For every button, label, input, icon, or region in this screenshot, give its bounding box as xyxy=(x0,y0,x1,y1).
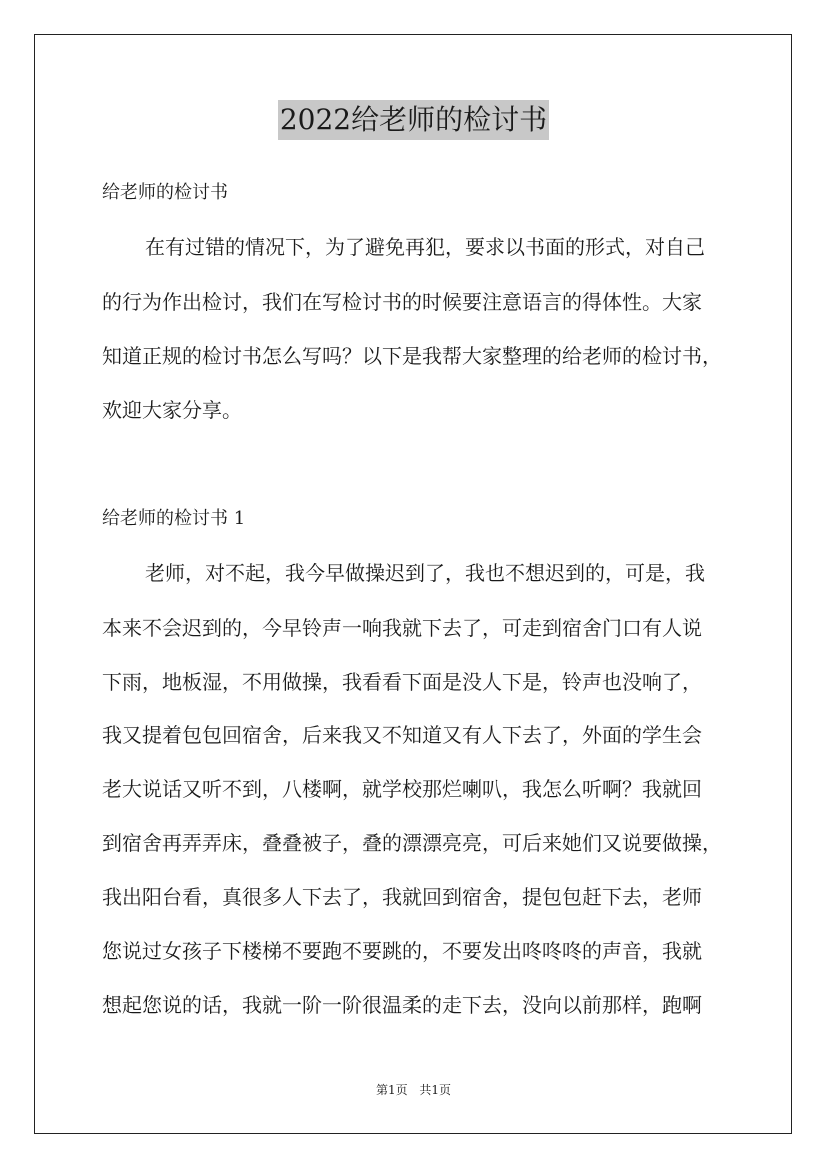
section-1-line: 想起您说的话，我就一阶一阶很温柔的走下去，没向以前那样，跑啊 xyxy=(102,993,702,1017)
section-1-heading: 给老师的检讨书 1 xyxy=(102,508,246,529)
section-1-line: 下雨，地板湿，不用做操，我看看下面是没人下是，铃声也没响了， xyxy=(102,670,702,694)
section-1-line: 到宿舍再弄弄床，叠叠被子，叠的漂漂亮亮，可后来她们又说要做操， xyxy=(102,831,722,855)
section-1-line: 您说过女孩子下楼梯不要跑不要跳的，不要发出咚咚咚的声音，我就 xyxy=(102,939,702,963)
section-1-line: 老师，对不起，我今早做操迟到了，我也不想迟到的，可是，我 xyxy=(145,561,705,585)
intro-heading: 给老师的检讨书 xyxy=(102,182,228,203)
intro-line: 知道正规的检讨书怎么写吗？以下是我帮大家整理的给老师的检讨书， xyxy=(102,344,722,368)
intro-line: 在有过错的情况下，为了避免再犯，要求以书面的形式，对自己 xyxy=(145,235,705,259)
document-title: 2022给老师的检讨书 xyxy=(278,100,549,140)
total-pages: 共1页 xyxy=(419,1083,452,1097)
page-number: 第1页 xyxy=(375,1083,408,1097)
section-1-line: 我又提着包包回宿舍，后来我又不知道又有人下去了，外面的学生会 xyxy=(102,723,702,747)
page-footer xyxy=(0,1082,827,1098)
intro-line: 欢迎大家分享。 xyxy=(102,398,242,422)
section-1-line: 本来不会迟到的，今早铃声一响我就下去了，可走到宿舍门口有人说 xyxy=(102,616,702,640)
intro-line: 的行为作出检讨，我们在写检讨书的时候要注意语言的得体性。大家 xyxy=(102,290,702,314)
section-1-line: 我出阳台看，真很多人下去了，我就回到宿舍，提包包赶下去，老师 xyxy=(102,885,702,909)
title-container xyxy=(0,100,827,140)
section-1-line: 老大说话又听不到，八楼啊，就学校那烂喇叭，我怎么听啊？我就回 xyxy=(102,777,702,801)
